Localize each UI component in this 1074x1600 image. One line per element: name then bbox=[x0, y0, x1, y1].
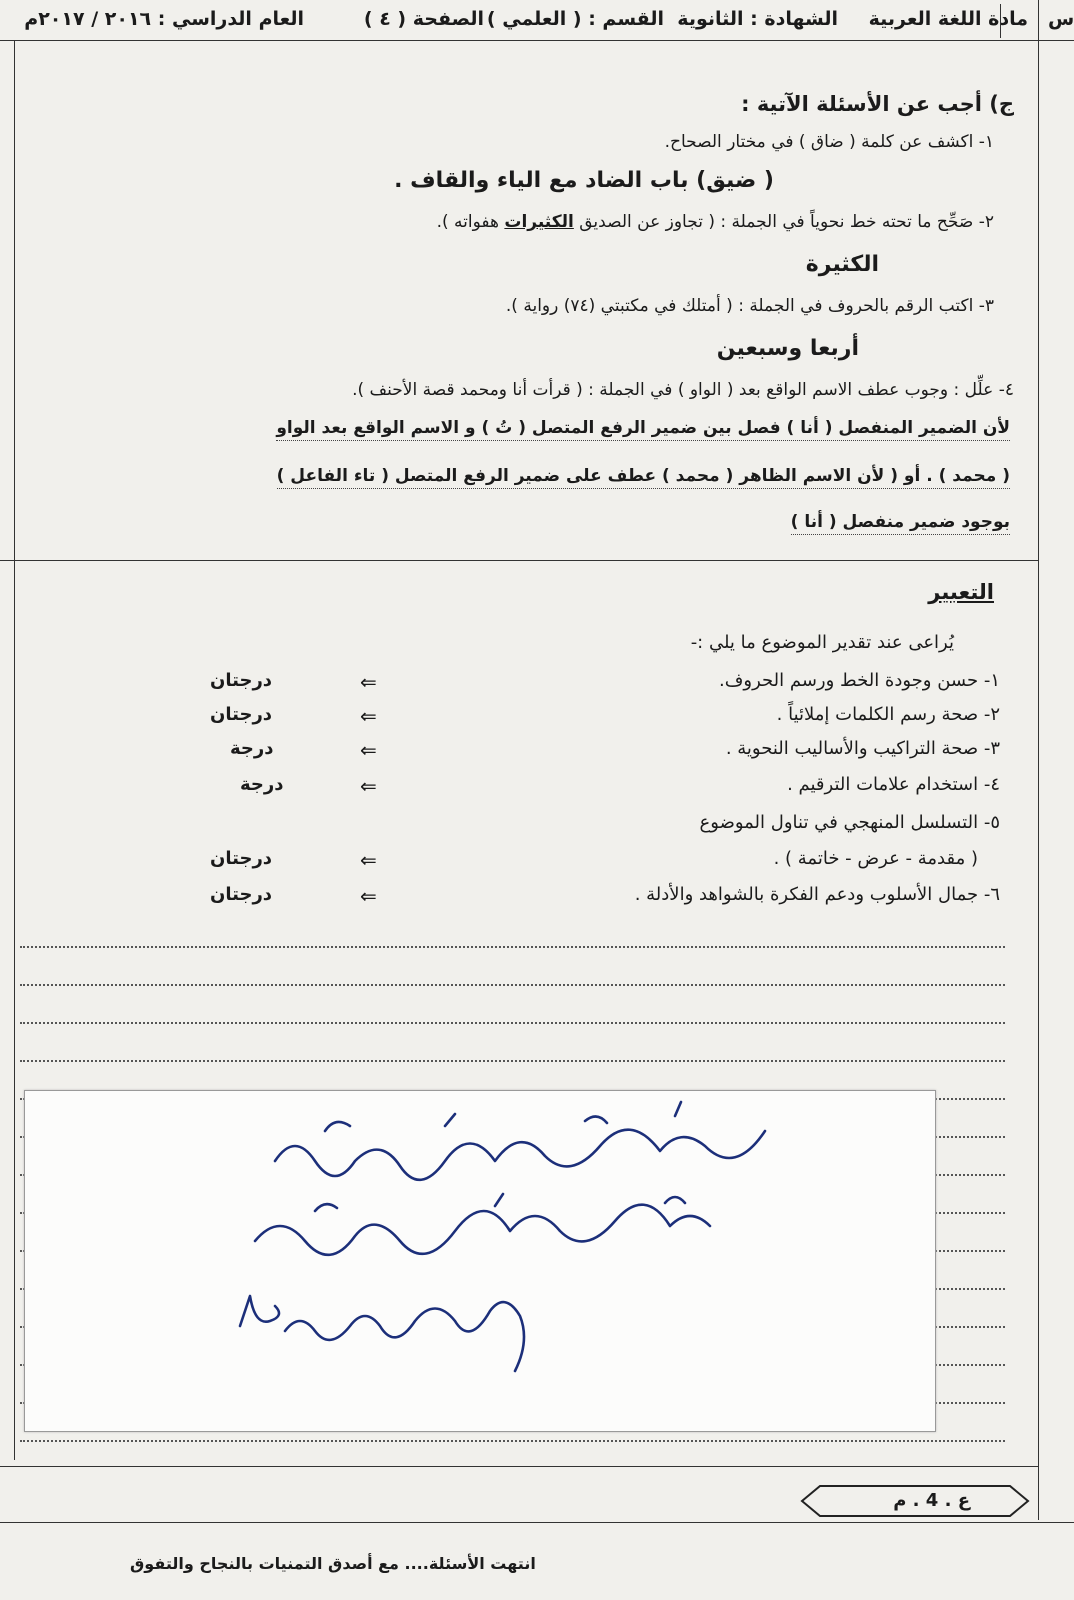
writing-line bbox=[20, 1440, 1005, 1442]
writing-line bbox=[20, 1060, 1005, 1062]
criterion-text: ٦- جمال الأسلوب ودعم الفكرة بالشواهد والأدلة . bbox=[634, 884, 1000, 905]
question-2 bbox=[437, 212, 994, 232]
criterion-row bbox=[200, 670, 1000, 700]
criterion-row bbox=[200, 704, 1000, 734]
criterion-row bbox=[200, 738, 1000, 768]
criterion-grade: درجة bbox=[230, 738, 274, 759]
footer-code: ع . 4 . م bbox=[893, 1490, 970, 1511]
question-2-underlined-word: الكثيرات bbox=[504, 212, 574, 232]
question-2-end: هفواته ). bbox=[436, 212, 505, 232]
question-2-start: ٢- صَحِّح ما تحته خط نحوياً في الجملة : ( تجاوز عن الصديق bbox=[573, 212, 994, 232]
criterion-row bbox=[200, 884, 1000, 914]
question-3: ٣- اكتب الرقم بالحروف في الجملة : ( أمتلك في مكتبتي (٧٤) رواية ). bbox=[505, 296, 994, 316]
criterion-text: ٢- صحة رسم الكلمات إملائياً . bbox=[776, 704, 1000, 725]
section-c-heading: ج) أجب عن الأسئلة الآتية : bbox=[741, 92, 1014, 116]
subject-label: مادة اللغة العربية bbox=[868, 8, 1028, 30]
bottom-rule bbox=[0, 1522, 1074, 1523]
closing-note: انتهت الأسئلة.... مع أصدق التمنيات بالنجاح والتفوق bbox=[130, 1554, 536, 1573]
answer-4-line-1: لأن الضمير المنفصل ( أنا ) فصل بين ضمير الرفع المتصل ( تُ ) و الاسم الواقع بعد الواو bbox=[276, 418, 1010, 441]
criterion-row bbox=[200, 812, 1000, 842]
arrow-icon: ⇐ bbox=[360, 884, 377, 908]
school-year-label: العام الدراسي : ٢٠١٦ / ٢٠١٧م bbox=[24, 8, 304, 30]
criterion-grade: درجة bbox=[240, 774, 284, 795]
writing-line bbox=[20, 984, 1005, 986]
right-border bbox=[1038, 0, 1039, 1520]
criterion-grade: درجتان bbox=[210, 848, 273, 869]
footer-code-box bbox=[800, 1484, 1030, 1518]
criterion-row bbox=[200, 848, 1000, 878]
handwritten-watermark bbox=[24, 1090, 936, 1432]
writing-line bbox=[20, 946, 1005, 948]
page-number-label: الصفحة ( ٤ ) bbox=[363, 8, 484, 30]
footer-separator bbox=[0, 1466, 1038, 1467]
question-1: ١- اكشف عن كلمة ( ضاق ) في مختار الصحاح. bbox=[664, 132, 994, 152]
answer-3: أربعا وسبعين bbox=[716, 336, 859, 361]
criterion-grade: درجتان bbox=[210, 704, 273, 725]
arrow-icon: ⇐ bbox=[360, 774, 377, 798]
page-header bbox=[0, 0, 1074, 41]
expression-intro: يُراعى عند تقدير الموضوع ما يلي :- bbox=[690, 632, 954, 653]
criterion-grade: درجتان bbox=[210, 670, 273, 691]
criterion-grade: درجتان bbox=[210, 884, 273, 905]
criterion-row bbox=[200, 774, 1000, 804]
criterion-text: ٣- صحة التراكيب والأساليب النحوية . bbox=[725, 738, 1000, 759]
criterion-text: ٤- استخدام علامات الترقيم . bbox=[787, 774, 1000, 795]
header-corner-label: س bbox=[1048, 8, 1074, 30]
arrow-icon: ⇐ bbox=[360, 670, 377, 694]
writing-line bbox=[20, 1022, 1005, 1024]
criterion-text: ( مقدمة - عرض - خاتمة ) . bbox=[773, 848, 978, 869]
left-border bbox=[14, 40, 15, 1460]
department-label: القسم : ( العلمي ) bbox=[486, 8, 664, 30]
criterion-text: ٥- التسلسل المنهجي في تناول الموضوع bbox=[699, 812, 1000, 833]
answer-4-line-2: ( محمد ) . أو ( لأن الاسم الظاهر ( محمد ) عطف على ضمير الرفع المتصل ( تاء الفاعل ) bbox=[277, 466, 1010, 489]
expression-title: التعبير bbox=[928, 580, 994, 604]
section-separator bbox=[0, 560, 1038, 561]
answer-4-line-3: بوجود ضمير منفصل ( أنا ) bbox=[791, 512, 1010, 535]
certificate-label: الشهادة : الثانوية bbox=[677, 8, 838, 30]
arrow-icon: ⇐ bbox=[360, 704, 377, 728]
header-divider bbox=[1000, 4, 1001, 38]
arrow-icon: ⇐ bbox=[360, 738, 377, 762]
handwriting-strokes bbox=[25, 1091, 935, 1431]
arrow-icon: ⇐ bbox=[360, 848, 377, 872]
answer-1: ( ضيق) باب الضاد مع الياء والقاف . bbox=[394, 168, 774, 193]
question-4: ٤- علِّل : وجوب عطف الاسم الواقع بعد ( الواو ) في الجملة : ( قرأت أنا ومحمد قصة الأحنف ). bbox=[352, 380, 1014, 400]
answer-2: الكثيرة bbox=[805, 252, 879, 277]
criterion-text: ١- حسن وجودة الخط ورسم الحروف. bbox=[719, 670, 1000, 691]
